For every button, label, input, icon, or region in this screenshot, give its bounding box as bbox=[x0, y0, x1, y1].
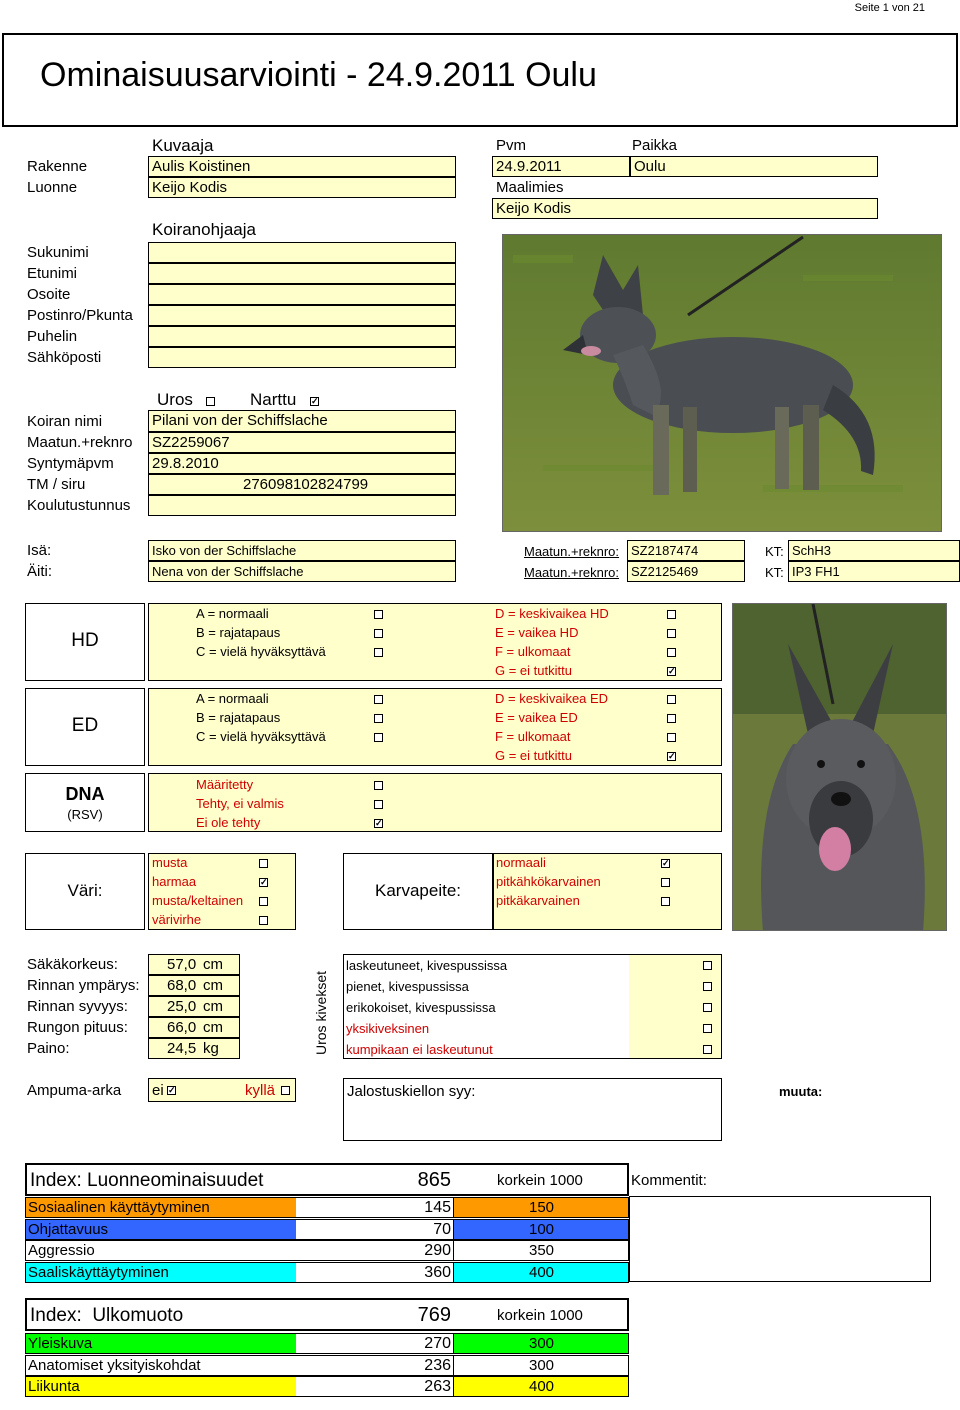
measure-field-paino[interactable] bbox=[148, 1038, 240, 1059]
siru-field[interactable] bbox=[148, 474, 456, 495]
aiti-label: Äiti: bbox=[27, 563, 53, 580]
karvapeite-options-box bbox=[493, 853, 722, 930]
hd-option-g-ei-tutkittu: G = ei tutkittu bbox=[495, 663, 572, 678]
owner-label-puhelin: Puhelin bbox=[27, 328, 78, 345]
ed-option-f-ulkomaat: F = ulkomaat bbox=[495, 729, 571, 744]
index-ulko-max: korkein 1000 bbox=[497, 1307, 583, 1324]
maalimies-field[interactable]: Keijo Kodis bbox=[492, 198, 878, 219]
hd-checkbox-e-vaikea-hd[interactable] bbox=[667, 629, 676, 638]
page-counter: Seite 1 von 21 bbox=[854, 2, 925, 14]
ulko-row-max: 400 bbox=[454, 1377, 628, 1396]
siru-value: 276098102824799 bbox=[243, 476, 369, 493]
testicle-option-kumpikaan-ei-laskeutunut: kumpikaan ei laskeutunut bbox=[346, 1042, 493, 1057]
owner-label-postinro-pkunta: Postinro/Pkunta bbox=[27, 307, 133, 324]
ampuma-kylla-label: kyllä bbox=[245, 1082, 276, 1099]
muuta-label: muuta: bbox=[779, 1084, 823, 1099]
testicle-checkbox-kumpikaan-ei-laskeutunut[interactable] bbox=[703, 1045, 712, 1054]
luonne-row-max: 350 bbox=[454, 1241, 628, 1260]
karvapeite-option-pitkähkökarvainen: pitkähkökarvainen bbox=[496, 874, 601, 889]
ampuma-options-box bbox=[148, 1078, 296, 1102]
vari-option-musta-keltainen: musta/keltainen bbox=[152, 893, 244, 908]
measure-label-rinnan-ympärys: Rinnan ympärys: bbox=[27, 977, 140, 994]
owner-field-puhelin[interactable] bbox=[148, 326, 456, 347]
uros-checkbox[interactable] bbox=[206, 397, 215, 406]
ulko-row-value: 270 bbox=[296, 1334, 454, 1353]
ed-label-box bbox=[25, 688, 145, 766]
reknro-field[interactable]: SZ2259067 bbox=[148, 432, 456, 453]
dog-standing-image bbox=[503, 235, 942, 532]
index-ulko-value: 769 bbox=[417, 1304, 451, 1326]
narttu-checkbox[interactable]: ✓ bbox=[311, 396, 319, 406]
hd-option-a-normaali: A = normaali bbox=[196, 606, 269, 621]
ulko-row-value: 236 bbox=[296, 1356, 454, 1375]
testicle-checkbox-yksikiveksinen[interactable] bbox=[703, 1024, 712, 1033]
measure-field-säkäkorkeus[interactable] bbox=[148, 954, 240, 975]
dna-checkbox-määritetty[interactable] bbox=[374, 781, 383, 790]
ampuma-ei-label: ei bbox=[152, 1082, 164, 1099]
aiti-kt-field[interactable]: IP3 FH1 bbox=[788, 561, 960, 582]
hd-option-e-vaikea-hd: E = vaikea HD bbox=[495, 625, 579, 640]
syntymapvm-field[interactable]: 29.8.2010 bbox=[148, 453, 456, 474]
vari-option-harmaa: harmaa bbox=[152, 874, 197, 889]
owner-field-postinro-pkunta[interactable] bbox=[148, 305, 456, 326]
testicles-box bbox=[343, 954, 722, 1059]
jalostus-label: Jalostuskiellon syy: bbox=[347, 1083, 476, 1100]
karvapeite-label: Karvapeite: bbox=[375, 881, 461, 900]
luonne-row-max: 100 bbox=[454, 1220, 628, 1239]
ed-option-e-vaikea-ed: E = vaikea ED bbox=[495, 710, 578, 725]
luonne-row-value: 360 bbox=[296, 1263, 454, 1282]
index-luonne-value: 865 bbox=[417, 1169, 451, 1191]
luonne-row bbox=[25, 1219, 629, 1240]
dna-checkbox-tehty-ei-valmis[interactable] bbox=[374, 800, 383, 809]
reknro-label: Maatun.+reknro bbox=[27, 434, 133, 451]
hd-options-box bbox=[148, 603, 722, 681]
hd-option-f-ulkomaat: F = ulkomaat bbox=[495, 644, 571, 659]
hd-checkbox-g-ei-tutkittu[interactable]: ✓ bbox=[668, 666, 676, 676]
hd-option-b-rajatapaus: B = rajatapaus bbox=[196, 625, 281, 640]
vari-option-musta: musta bbox=[152, 855, 188, 870]
isa-reknro-field[interactable]: SZ2187474 bbox=[627, 540, 745, 561]
paikka-label: Paikka bbox=[632, 137, 678, 154]
aiti-reknro-field[interactable]: SZ2125469 bbox=[627, 561, 745, 582]
kommentit-box bbox=[629, 1196, 931, 1282]
ampuma-kylla-checkbox[interactable] bbox=[281, 1086, 290, 1095]
ed-option-d-keskivaikea-ed: D = keskivaikea ED bbox=[495, 691, 609, 706]
aiti-field[interactable]: Nena von der Schiffslache bbox=[148, 561, 456, 582]
ed-checkbox-d-keskivaikea-ed[interactable] bbox=[667, 695, 676, 704]
measure-unit: cm bbox=[203, 1019, 223, 1036]
koulutustunnus-field[interactable] bbox=[148, 495, 456, 516]
uros-kivekset-label: Uros kivekset bbox=[313, 970, 329, 1055]
ed-option-c-vielä-hyväksyttävä: C = vielä hyväksyttävä bbox=[196, 729, 326, 744]
owner-field-etunimi[interactable] bbox=[148, 263, 456, 284]
karvapeite-label-box bbox=[343, 853, 493, 930]
ulko-row-label: Anatomiset yksityiskohdat bbox=[26, 1356, 298, 1375]
ulko-row-max: 300 bbox=[454, 1356, 628, 1375]
luonne-label: Luonne bbox=[27, 179, 78, 196]
owner-field-sukunimi[interactable] bbox=[148, 242, 456, 263]
measure-value: 68,0 bbox=[167, 977, 197, 994]
index-luonne-header bbox=[25, 1163, 629, 1196]
luonne-kuvaaja-field[interactable]: Keijo Kodis bbox=[148, 177, 456, 198]
page-title: Ominaisuusarviointi - 24.9.2011 Oulu bbox=[40, 56, 597, 94]
vari-checkbox-harmaa[interactable]: ✓ bbox=[260, 877, 268, 887]
measure-unit: cm bbox=[203, 998, 223, 1015]
dna-checkbox-ei-ole-tehty[interactable]: ✓ bbox=[375, 818, 383, 828]
ulko-row bbox=[25, 1333, 629, 1354]
dna-option-ei-ole-tehty: Ei ole tehty bbox=[196, 815, 261, 830]
siru-label: TM / siru bbox=[27, 476, 86, 493]
syntymapvm-label: Syntymäpvm bbox=[27, 455, 114, 472]
ampuma-label: Ampuma-arka bbox=[27, 1082, 122, 1099]
luonne-row-max: 400 bbox=[454, 1263, 628, 1282]
dna-option-tehty-ei-valmis: Tehty, ei valmis bbox=[196, 796, 284, 811]
ed-checkbox-e-vaikea-ed[interactable] bbox=[667, 714, 676, 723]
owner-label-osoite: Osoite bbox=[27, 286, 71, 303]
ulko-row-label: Yleiskuva bbox=[26, 1334, 298, 1353]
ed-checkbox-b-rajatapaus[interactable] bbox=[374, 714, 383, 723]
paikka-field[interactable]: Oulu bbox=[630, 156, 878, 177]
index-luonne-max: korkein 1000 bbox=[497, 1172, 583, 1189]
hd-checkbox-b-rajatapaus[interactable] bbox=[374, 629, 383, 638]
luonne-row-value: 70 bbox=[296, 1220, 454, 1239]
luonne-row-label: Sosiaalinen käyttäytyminen bbox=[26, 1198, 298, 1217]
jalostus-box bbox=[343, 1078, 722, 1141]
index-ulko-header bbox=[25, 1298, 629, 1331]
vari-label: Väri: bbox=[67, 881, 103, 900]
kuvaaja-heading: Kuvaaja bbox=[152, 136, 214, 155]
testicle-checkbox-erikokoiset-kivespussissa[interactable] bbox=[703, 1003, 712, 1012]
dog-head-image bbox=[733, 604, 947, 931]
dna-label-box bbox=[25, 773, 145, 832]
index-ulko-title: Index: Ulkomuoto bbox=[30, 1305, 184, 1326]
vari-option-värivirhe: värivirhe bbox=[152, 912, 202, 927]
narttu-label: Narttu bbox=[250, 390, 297, 409]
rakenne-label: Rakenne bbox=[27, 158, 88, 175]
measure-field-rinnan-ympärys[interactable] bbox=[148, 975, 240, 996]
rakenne-kuvaaja-field[interactable]: Aulis Koistinen bbox=[148, 156, 456, 177]
luonne-row bbox=[25, 1262, 629, 1283]
koiran-nimi-field[interactable]: Pilani von der Schiffslache bbox=[148, 410, 456, 432]
measure-unit: cm bbox=[203, 956, 223, 973]
luonne-row-label: Saaliskäyttäytyminen bbox=[26, 1263, 298, 1282]
ulko-row bbox=[25, 1355, 629, 1376]
pvm-label: Pvm bbox=[496, 137, 526, 154]
dog-photo-head bbox=[732, 603, 947, 931]
maalimies-label: Maalimies bbox=[496, 179, 564, 196]
hd-label: HD bbox=[71, 630, 99, 651]
vari-label-box bbox=[25, 853, 145, 930]
dna-label: DNA bbox=[65, 784, 105, 804]
karvapeite-checkbox-normaali[interactable]: ✓ bbox=[662, 858, 670, 868]
koiran-nimi-label: Koiran nimi bbox=[27, 413, 103, 430]
ampuma-ei-checkbox[interactable]: ✓ bbox=[168, 1085, 176, 1095]
luonne-row bbox=[25, 1240, 629, 1261]
luonne-row-max: 150 bbox=[454, 1198, 628, 1217]
karvapeite-option-normaali: normaali bbox=[496, 855, 546, 870]
testicle-option-pienet-kivespussissa: pienet, kivespussissa bbox=[346, 979, 469, 994]
karvapeite-checkbox-pitkäkarvainen[interactable] bbox=[661, 897, 670, 906]
ed-option-b-rajatapaus: B = rajatapaus bbox=[196, 710, 281, 725]
luonne-row-value: 290 bbox=[296, 1241, 454, 1260]
hd-option-d-keskivaikea-hd: D = keskivaikea HD bbox=[495, 606, 609, 621]
measure-value: 24,5 bbox=[167, 1040, 197, 1057]
ed-checkbox-g-ei-tutkittu[interactable]: ✓ bbox=[668, 751, 676, 761]
hd-checkbox-f-ulkomaat[interactable] bbox=[667, 648, 676, 657]
dna-option-määritetty: Määritetty bbox=[196, 777, 254, 792]
ulko-row bbox=[25, 1376, 629, 1397]
ed-checkbox-a-normaali[interactable] bbox=[374, 695, 383, 704]
hd-option-c-vielä-hyväksyttävä: C = vielä hyväksyttävä bbox=[196, 644, 326, 659]
measure-value: 66,0 bbox=[167, 1019, 197, 1036]
hd-label-box bbox=[25, 603, 145, 681]
karvapeite-option-pitkäkarvainen: pitkäkarvainen bbox=[496, 893, 580, 908]
ed-option-a-normaali: A = normaali bbox=[196, 691, 269, 706]
measure-label-paino: Paino: bbox=[27, 1040, 70, 1057]
index-luonne-title: Index: Luonneominaisuudet bbox=[30, 1170, 264, 1191]
luonne-row bbox=[25, 1197, 629, 1218]
measure-value: 57,0 bbox=[167, 956, 197, 973]
ed-label: ED bbox=[71, 715, 99, 736]
testicle-option-erikokoiset-kivespussissa: erikokoiset, kivespussissa bbox=[346, 1000, 496, 1015]
measure-label-rungon-pituus: Rungon pituus: bbox=[27, 1019, 128, 1036]
dog-photo-standing bbox=[502, 234, 942, 532]
isa-kt-label: KT: bbox=[765, 544, 784, 559]
testicle-option-laskeutuneet-kivespussissa: laskeutuneet, kivespussissa bbox=[346, 958, 508, 973]
koiranohjaaja-heading: Koiranohjaaja bbox=[152, 220, 256, 239]
pvm-field[interactable]: 24.9.2011 bbox=[492, 156, 630, 177]
karvapeite-checkbox-pitkähkökarvainen[interactable] bbox=[661, 878, 670, 887]
testicle-checkbox-laskeutuneet-kivespussissa[interactable] bbox=[703, 961, 712, 970]
testicle-option-yksikiveksinen: yksikiveksinen bbox=[346, 1021, 430, 1036]
luonne-row-label: Aggressio bbox=[26, 1241, 298, 1260]
measure-label-rinnan-syvyys: Rinnan syvyys: bbox=[27, 998, 128, 1015]
owner-label-sähköposti: Sähköposti bbox=[27, 349, 102, 366]
measure-label-säkäkorkeus: Säkäkorkeus: bbox=[27, 956, 118, 973]
uros-label: Uros bbox=[157, 390, 193, 409]
aiti-kt-label: KT: bbox=[765, 565, 784, 580]
ed-options-box bbox=[148, 688, 722, 766]
measure-field-rinnan-syvyys[interactable] bbox=[148, 996, 240, 1017]
isa-field[interactable]: Isko von der Schiffslache bbox=[148, 540, 456, 561]
hd-checkbox-d-keskivaikea-hd[interactable] bbox=[667, 610, 676, 619]
title-box bbox=[2, 33, 958, 127]
owner-label-etunimi: Etunimi bbox=[27, 265, 78, 282]
dna-options-box bbox=[148, 773, 722, 832]
measure-field-rungon-pituus[interactable] bbox=[148, 1017, 240, 1038]
vari-checkbox-värivirhe[interactable] bbox=[259, 916, 268, 925]
owner-field-osoite[interactable] bbox=[148, 284, 456, 305]
isa-label: Isä: bbox=[27, 542, 52, 559]
dna-sublabel: (RSV) bbox=[67, 807, 103, 822]
ulko-row-max: 300 bbox=[454, 1334, 628, 1353]
ed-option-g-ei-tutkittu: G = ei tutkittu bbox=[495, 748, 572, 763]
isa-kt-field[interactable]: SchH3 bbox=[788, 540, 960, 561]
aiti-reknro-label: Maatun.+reknro: bbox=[524, 565, 620, 580]
luonne-row-label: Ohjattavuus bbox=[26, 1220, 298, 1239]
measure-unit: cm bbox=[203, 977, 223, 994]
testicle-checkbox-pienet-kivespussissa[interactable] bbox=[703, 982, 712, 991]
ed-checkbox-f-ulkomaat[interactable] bbox=[667, 733, 676, 742]
vari-checkbox-musta-keltainen[interactable] bbox=[259, 897, 268, 906]
ulko-row-value: 263 bbox=[296, 1377, 454, 1396]
owner-label-sukunimi: Sukunimi bbox=[27, 244, 89, 261]
ed-checkbox-c-vielä-hyväksyttävä[interactable] bbox=[374, 733, 383, 742]
hd-checkbox-c-vielä-hyväksyttävä[interactable] bbox=[374, 648, 383, 657]
vari-options-box bbox=[148, 853, 296, 930]
vari-checkbox-musta[interactable] bbox=[259, 859, 268, 868]
kommentit-label: Kommentit: bbox=[631, 1172, 707, 1189]
measure-value: 25,0 bbox=[167, 998, 197, 1015]
luonne-row-value: 145 bbox=[296, 1198, 454, 1217]
ulko-row-label: Liikunta bbox=[26, 1377, 298, 1396]
owner-field-sähköposti[interactable] bbox=[148, 347, 456, 368]
koulutustunnus-label: Koulutustunnus bbox=[27, 497, 131, 514]
hd-checkbox-a-normaali[interactable] bbox=[374, 610, 383, 619]
measure-unit: kg bbox=[203, 1040, 219, 1057]
isa-reknro-label: Maatun.+reknro: bbox=[524, 544, 620, 559]
